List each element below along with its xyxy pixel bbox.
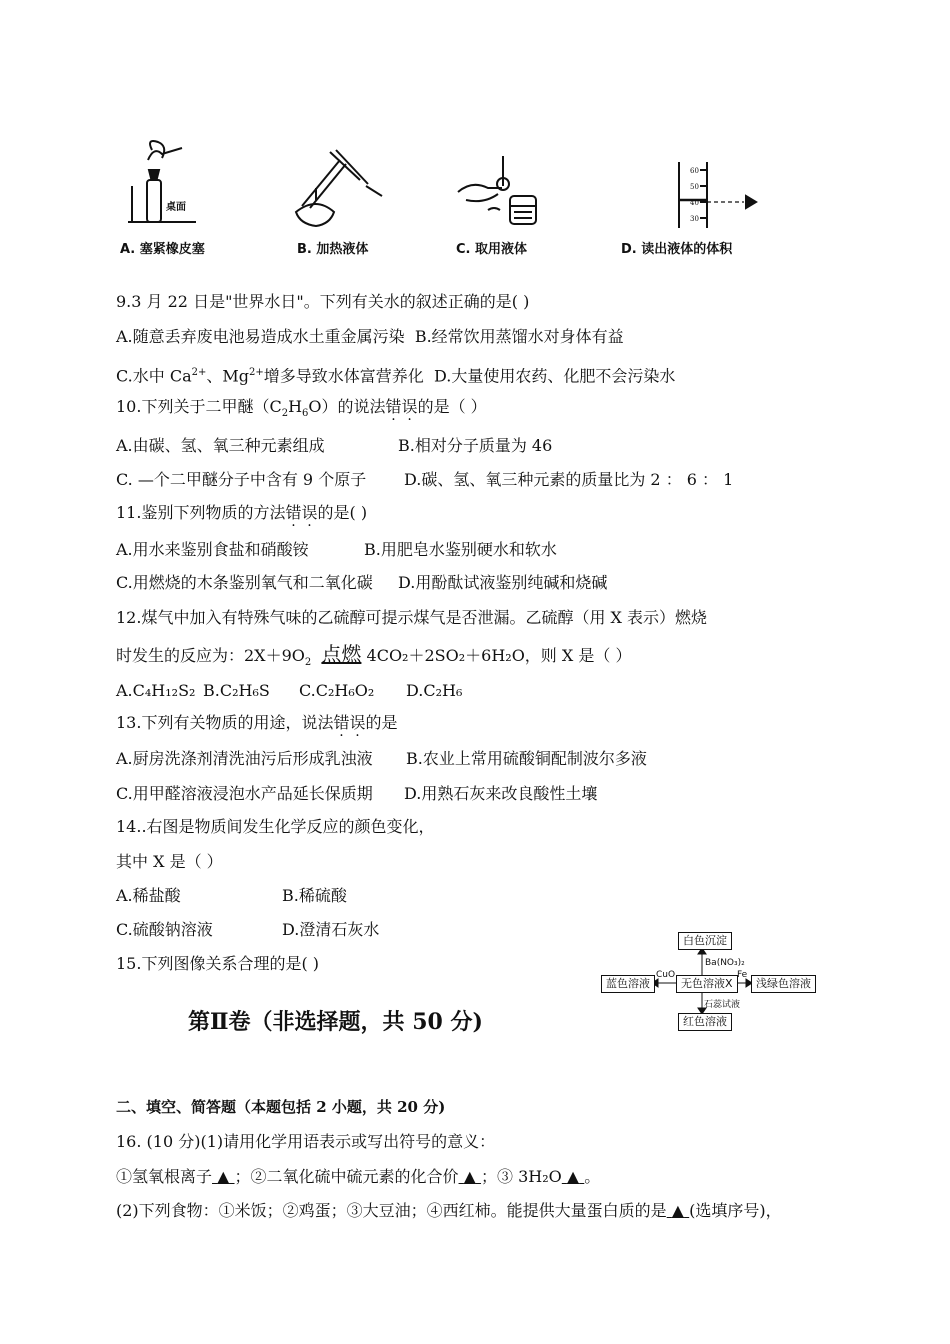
q9-option-a: A.随意丢弃废电池易造成水土重金属污染	[116, 327, 405, 346]
answer-blank-2[interactable]: ▲	[463, 1167, 476, 1186]
diagram-label-litmus: 石蕊试液	[704, 1000, 741, 1010]
ignite-condition: 点燃	[321, 642, 362, 666]
q11-stem: 11.鉴别下列物质的方法错误的是( )	[116, 503, 368, 522]
q10-stem: 10.下列关于二甲醚$(C_2H_6O)$的说法错误的是（ ）	[116, 397, 487, 420]
emphasis-dot-cuo: 错	[333, 713, 350, 732]
emphasis-dot-wu: 误	[349, 713, 366, 732]
q11-option-d: D.用酚酞试液鉴别纯碱和烧碱	[398, 573, 608, 592]
q12-stem-line2: 时发生的反应为：$2X+9O_2$ 点燃 4CO₂＋2SO₂＋6H₂O，则 X 是（ ）	[116, 642, 632, 669]
figure-a-desk-label: 桌面	[166, 202, 186, 213]
q12-option-c: C.C₂H₆O₂	[299, 681, 375, 700]
figure-b-caption: B. 加热液体	[297, 242, 369, 257]
q14-option-c: C.硫酸钠溶液	[116, 920, 213, 939]
section-2-title: 第Ⅱ卷（非选择题，共 50 分)	[188, 1009, 483, 1035]
emphasis-dot-cuo: 错	[385, 397, 402, 416]
q15-stem: 15.下列图像关系合理的是( )	[116, 954, 320, 973]
part-2-heading: 二、填空、简答题（本题包括 2 小题，共 20 分)	[116, 1098, 446, 1116]
figure-d-caption: D. 读出液体的体积	[621, 242, 733, 257]
q16-line2: ①氢氧根离子 ▲ ；②二氧化硫中硫元素的化合价 ▲ ；③ 3H₂O ▲ 。	[116, 1167, 601, 1186]
diagram-box-white-precipitate: 白色沉淀	[678, 932, 732, 950]
q10-option-d: D.碳、氢、氧三种元素的质量比为 2 ： 6 ： 1	[404, 470, 734, 489]
figure-a-caption: A. 塞紧橡皮塞	[120, 242, 205, 257]
q13-option-a: A.厨房洗涤剂清洗油污后形成乳浊液	[116, 749, 373, 768]
q9-option-d: D.大量使用农药、化肥不会污染水	[433, 366, 676, 386]
q12-option-d: D.C₂H₆	[406, 681, 463, 700]
q16-line1: 16. (10 分)(1)请用化学用语表示或写出符号的意义：	[116, 1132, 496, 1151]
diagram-label-barium-nitrate: Ba(NO₃)₂	[705, 958, 745, 968]
answer-blank-3[interactable]: ▲	[566, 1167, 580, 1186]
q9-option-b: B.经常饮用蒸馏水对身体有益	[414, 327, 624, 346]
q9-option-c-text: C.水中 Ca	[116, 366, 192, 386]
diagram-box-red-solution: 红色溶液	[678, 1013, 732, 1031]
diagram-box-colorless-solution-x: 无色溶液X	[676, 975, 738, 993]
q14-stem-line1: 14..右图是物质间发生化学反应的颜色变化，	[116, 817, 435, 836]
answer-blank-4[interactable]: ▲	[671, 1201, 685, 1220]
figure-d-scale-50: 50	[690, 183, 699, 191]
diagram-label-fe: Fe	[737, 970, 748, 980]
q16-line3: (2)下列食物：①米饭；②鸡蛋；③大豆油；④西红柿。能提供大量蛋白质的是 ▲ (选填序号)，	[116, 1201, 782, 1220]
q11-option-c: C.用燃烧的木条鉴别氧气和二氧化碳	[116, 573, 373, 592]
emphasis-dot-wu: 误	[301, 503, 318, 522]
q13-option-c: C.用甲醛溶液浸泡水产品延长保质期	[116, 784, 373, 803]
diagram-box-blue-solution: 蓝色溶液	[601, 975, 655, 993]
q11-option-b: B.用肥皂水鉴别硬水和软水	[364, 540, 557, 559]
q11-option-a: A.用水来鉴别食盐和硝酸铵	[116, 540, 309, 559]
emphasis-dot-wu: 误	[401, 397, 418, 416]
q13-option-b: B.农业上常用硫酸铜配制波尔多液	[406, 749, 647, 768]
q9-options-cd: C.水中 $Ca^{2+}$、$Mg^{2+}$增多导致水体富营养化 D.大量使用农药、化肥不会污染水	[116, 366, 676, 386]
q10-option-b: B.相对分子质量为 46	[398, 436, 553, 455]
figure-d-scale-60: 60	[690, 167, 699, 175]
figure-d-scale-30: 30	[690, 215, 699, 223]
q12-option-b: B.C₂H₆S	[203, 681, 270, 700]
diagram-box-light-green-solution: 浅绿色溶液	[751, 975, 816, 993]
q9-stem: 9.3 月 22 日是"世界水日"。下列有关水的叙述正确的是( )	[116, 292, 530, 311]
emphasis-dot-cuo: 错	[285, 503, 302, 522]
q14-option-a: A.稀盐酸	[116, 886, 181, 905]
q14-option-d: D.澄清石灰水	[282, 920, 380, 939]
q13-stem: 13.下列有关物质的用途，说法错误的是	[116, 713, 398, 732]
q14-stem-line2: 其中 X 是（ ）	[116, 852, 223, 871]
diagram-label-cuo: CuO	[656, 970, 676, 980]
figure-d-scale-40: 40	[690, 199, 699, 207]
q14-option-b: B.稀硫酸	[282, 886, 347, 905]
q10-option-a: A.由碳、氢、氧三种元素组成	[116, 436, 325, 455]
q12-stem-line1: 12.煤气中加入有特殊气味的乙硫醇可提示煤气是否泄漏。乙硫醇（用 X 表示）燃烧	[116, 608, 708, 627]
figure-c-caption: C. 取用液体	[456, 242, 528, 257]
q13-option-d: D.用熟石灰来改良酸性土壤	[404, 784, 598, 803]
q12-option-a: A.C₄H₁₂S₂	[116, 681, 196, 700]
q10-option-c: C. —个二甲醚分子中含有 9 个原子	[116, 470, 367, 489]
answer-blank-1[interactable]: ▲	[217, 1167, 230, 1186]
